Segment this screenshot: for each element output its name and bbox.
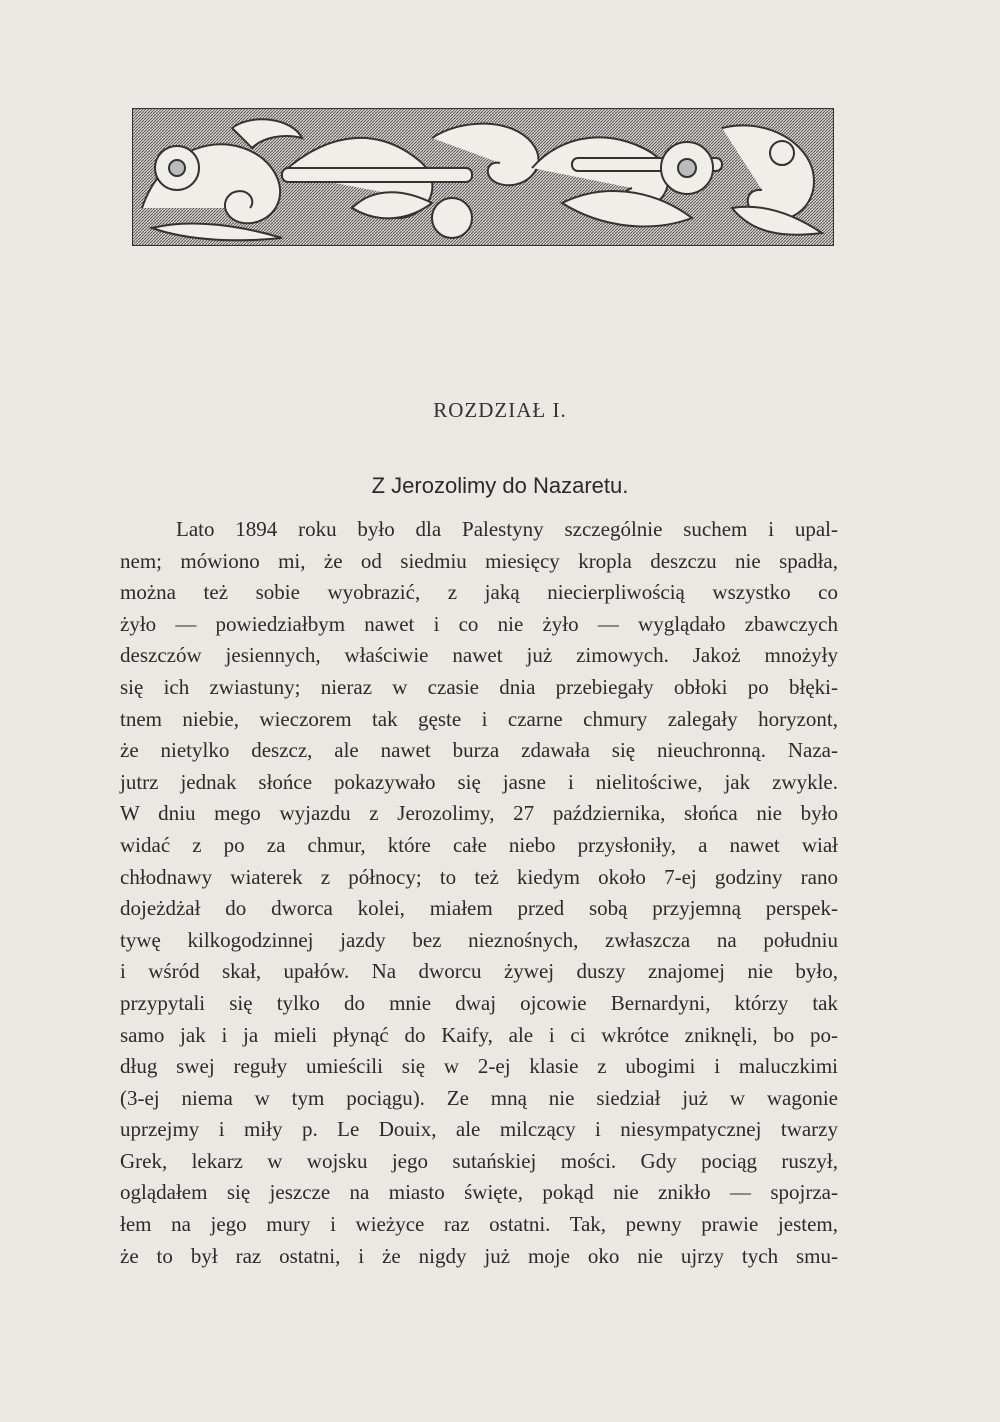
text-line: deszczów jesiennych, właściwie nawet już zimowych. Jakoż mnożyły	[120, 643, 838, 668]
text-line: chłodnawy wiaterek z północy; to też kiedym około 7-ej godziny rano	[120, 864, 838, 889]
text-line: że nietylko deszcz, ale nawet burza zdawała się nieuchronną. Naza-	[120, 738, 838, 763]
text-line: W dniu mego wyjazdu z Jerozolimy, 27 października, słońca nie było	[120, 801, 838, 826]
floral-scroll-ornament-icon	[132, 108, 834, 246]
text-line: oglądałem się jeszcze na miasto święte, pokąd nie znikło — spojrza-	[120, 1180, 838, 1205]
text-line: nem; mówiono mi, że od siedmiu miesięcy kropla deszczu nie spadła,	[120, 548, 838, 573]
body-text	[120, 514, 838, 1272]
text-line: łem na jego mury i wieżyce raz ostatni. Tak, pewny prawie jestem,	[120, 1212, 838, 1237]
text-line: żyło — powiedziałbym nawet i co nie żyło — wyglądało zbawczych	[120, 611, 838, 636]
text-line: Grek, lekarz w wojsku jego sutańskiej mości. Gdy pociąg ruszył,	[120, 1148, 838, 1173]
chapter-heading: ROZDZIAŁ I.	[433, 398, 567, 422]
text-line: jutrz jednak słońce pokazywało się jasne i nielitościwe, jak zwykle.	[120, 769, 838, 794]
text-line: przypytali się tylko do mnie dwaj ojcowie Bernardyni, którzy tak	[120, 990, 838, 1015]
text-line: samo jak i ja mieli płynąć do Kaify, ale i ci wkrótce zniknęli, bo po-	[120, 1022, 838, 1047]
text-line: widać z po za chmur, które całe niebo przysłoniły, a nawet wiał	[120, 832, 838, 857]
text-line: dług swej reguły umieścili się w 2-ej klasie z ubogimi i maluczkimi	[120, 1054, 838, 1079]
text-line: się ich zwiastuny; nieraz w czasie dnia przebiegały obłoki po błęki-	[120, 674, 838, 699]
text-line: dojeżdżał do dworca kolei, miałem przed sobą przyjemną perspek-	[120, 896, 838, 921]
text-line: tnem niebie, wieczorem tak gęste i czarne chmury zalegały horyzont,	[120, 706, 838, 731]
section-title: Z Jerozolimy do Nazaretu.	[371, 473, 629, 498]
text-line: (3-ej niema w tym pociągu). Ze mną nie siedział już w wagonie	[120, 1085, 838, 1110]
text-line: że to był raz ostatni, i że nigdy już moje oko nie ujrzy tych smu-	[120, 1243, 838, 1268]
text-line: i wśród skał, upałów. Na dworcu żywej duszy znajomej nie było,	[120, 959, 838, 984]
text-line: tywę kilkogodzinnej jazdy bez nieznośnych, zwłaszcza na południu	[120, 927, 838, 952]
text-line: można też sobie wyobrazić, z jaką niecierpliwością wszystko co	[120, 580, 838, 605]
text-line: Lato 1894 roku było dla Palestyny szczególnie suchem i upal-	[176, 517, 838, 541]
text-line: uprzejmy i miły p. Le Douix, ale milczący i niesympatycznej twarzy	[120, 1117, 838, 1142]
